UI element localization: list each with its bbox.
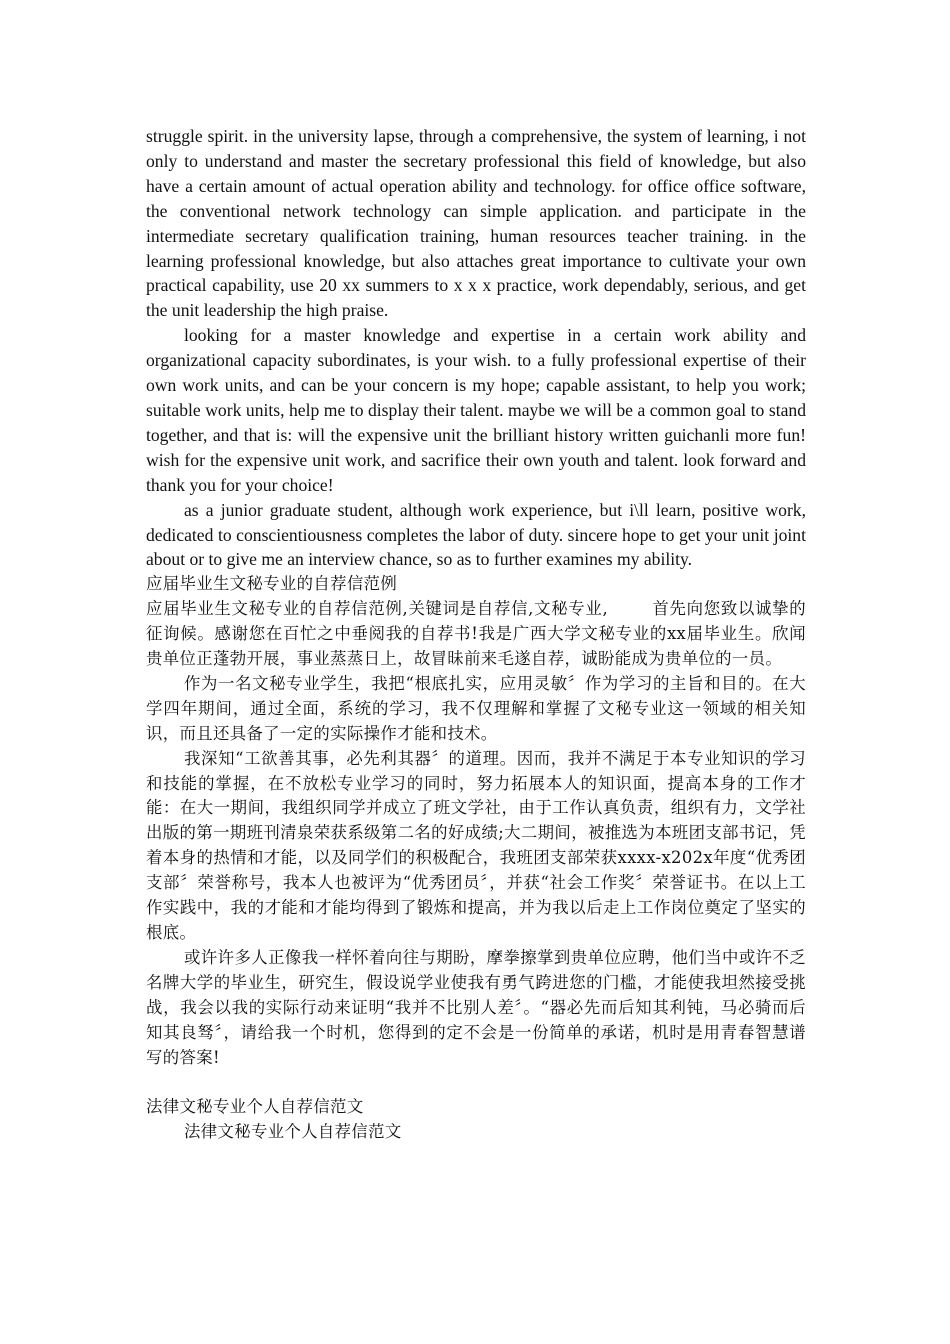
blank-line — [146, 1070, 806, 1095]
section2-subtitle: 法律文秘专业个人自荐信范文 — [184, 1122, 402, 1142]
english-paragraph-1: struggle spirit. in the university lapse, through a comprehensive, the system of learning, i not only to understand and master the secretary professional this field of knowledge, but also have a certain amount of actual operation ability and technology. for office office software, the conventional network technology can simple application. and participate in the intermediate secretary qualification training, human resources teacher training. in the learning professional knowledge, but also attaches great importance to cultivate your own practical capability, use 20 xx summers to x x x practice, work dependably, serious, and get the unit leadership the high praise. — [146, 126, 806, 321]
section1-title: 应届毕业生文秘专业的自荐信范例 — [146, 574, 398, 594]
section1-paragraph-3: 或许许多人正像我一样怀着向往与期盼，摩拳擦掌到贵单位应聘，他们当中或许不乏名牌大学的毕业生，研究生，假设说学业使我有勇气跨进您的门槛，才能使我坦然接受挑战，我会以我的实际行动来证明“我并不比别人差〞。“器必先而后知其利钝，马必骑而后知其良驽〞，请给我一个时机，您得到的定不会是一份简单的承诺，机时是用青春智慧谱写的答案! — [146, 947, 806, 1067]
section1-intro-rest: 首先向您致以诚挚的征询候。感谢您在百忙之中垂阅我的自荐书!我是广西大学文秘专业的xx届毕业生。欣闻贵单位正蓬勃开展，事业蒸蒸日上，故冒昧前来毛遂自荐，诚盼能成为贵单位的一员。 — [146, 599, 807, 669]
section1-paragraph-1: 作为一名文秘专业学生，我把“根底扎实，应用灵敏〞作为学习的主旨和目的。在大学四年期间，通过全面，系统的学习，我不仅理解和掌握了文秘专业这一领域的相关知识，而且还具备了一定的实际操作才能和技术。 — [146, 673, 806, 743]
section2-title: 法律文秘专业个人自荐信范文 — [146, 1097, 364, 1117]
section1-intro — [146, 597, 806, 672]
section1-intro-lead: 应届毕业生文秘专业的自荐信范例,关键词是自荐信,文秘专业, — [146, 599, 609, 619]
english-paragraph-2: looking for a master knowledge and expertise in a certain work ability and organizational capacity subordinates, is your wish. to a fully professional expertise of their own work units, and can be your concern is my hope; capable assistant, to help you work; suitable work units, help me to display their talent. maybe we will be a common goal to stand together, and that is: will the expensive unit the brilliant history written guichanli more fun! wish for the expensive unit work, and sacrifice their own youth and talent. look forward and thank you for your choice! — [146, 325, 806, 495]
english-paragraph-3: as a junior graduate student, although work experience, but i\ll learn, positive work, dedicated to conscientiousness completes the labor of duty. sincere hope to get your unit joint about or to give me an interview chance, so as to further examines my ability. — [146, 499, 806, 570]
document-page — [146, 124, 806, 1145]
section1-paragraph-2: 我深知“工欲善其事，必先利其器〞的道理。因而，我并不满足于本专业知识的学习和技能的掌握，在不放松专业学习的同时，努力拓展本人的知识面，提高本身的工作才能：在大一期间，我组织同学并成立了班文学社，由于工作认真负责，组织有力，文学社出版的第一期班刊清泉荣获系级第二名的好成绩;大二期间，被推选为本班团支部书记，凭着本身的热情和才能，以及同学们的积极配合，我班团支部荣获xxxx-x202x年度“优秀团支部〞荣誉称号，我本人也被评为“优秀团员〞，并获“社会工作奖〞荣誉证书。在以上工作实践中，我的才能和才能均得到了锻炼和提高，并为我以后走上工作岗位奠定了坚实的根底。 — [146, 748, 806, 942]
